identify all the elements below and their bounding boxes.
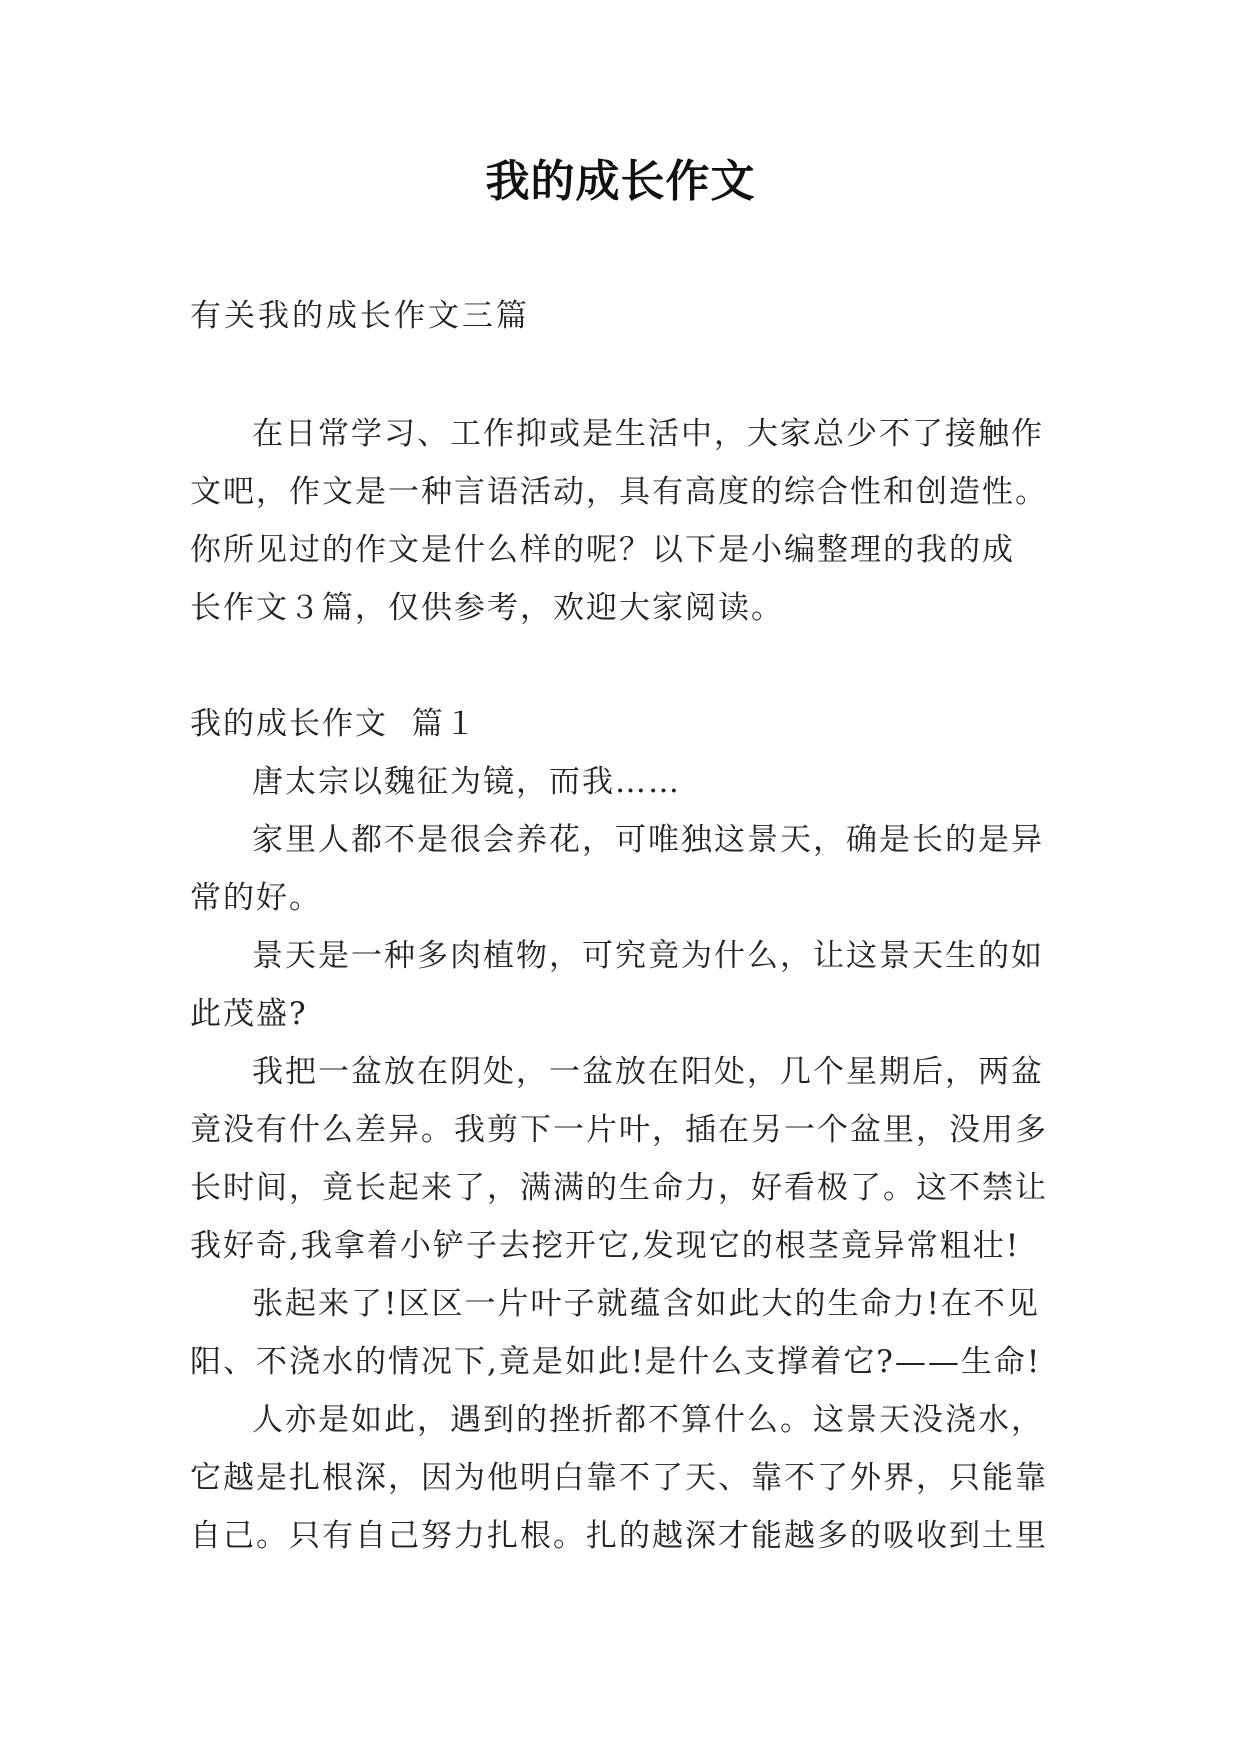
section-line: 它越是扎根深，因为他明白靠不了天、靠不了外界，只能靠 — [190, 1460, 1048, 1496]
section-line: 唐太宗以魏征为镜，而我…… — [252, 764, 681, 800]
document-title: 我的成长作文 — [485, 156, 756, 207]
document-body — [190, 405, 1070, 1565]
section-line: 阳、不浇水的情况下,竟是如此!是什么支撑着它?——生命! — [190, 1344, 1042, 1380]
section-line: 此茂盛? — [190, 996, 308, 1032]
intro-paragraph-line: 在日常学习、工作抑或是生活中，大家总少不了接触作 — [252, 416, 1044, 452]
section-line: 人亦是如此，遇到的挫折都不算什么。这景天没浇水， — [252, 1402, 1044, 1438]
section-line: 常的好。 — [190, 880, 322, 916]
section-line: 家里人都不是很会养花，可唯独这景天，确是长的是异 — [252, 822, 1044, 858]
paragraph-gap — [190, 637, 1070, 695]
section-heading: 我的成长作文 篇１ — [190, 706, 478, 742]
section-line: 长时间，竟长起来了，满满的生命力，好看极了。这不禁让 — [190, 1170, 1048, 1206]
intro-paragraph-line: 你所见过的作文是什么样的呢？以下是小编整理的我的成 — [190, 532, 1015, 568]
section-line: 景天是一种多肉植物，可究竟为什么，让这景天生的如 — [252, 938, 1044, 974]
section-line: 自己。只有自己努力扎根。扎的越深才能越多的吸收到土里 — [190, 1518, 1048, 1554]
section-line: 我好奇,我拿着小铲子去挖开它,发现它的根茎竟异常粗壮! — [190, 1228, 1021, 1264]
intro-paragraph-line: 长作文３篇，仅供参考，欢迎大家阅读。 — [190, 590, 784, 626]
document-subtitle: 有关我的成长作文三篇 — [190, 298, 530, 334]
intro-paragraph-line: 文吧，作文是一种言语活动，具有高度的综合性和创造性。 — [190, 474, 1048, 510]
section-line: 张起来了!区区一片叶子就蕴含如此大的生命力!在不见 — [252, 1286, 1040, 1322]
section-line: 我把一盆放在阴处，一盆放在阳处，几个星期后，两盆 — [252, 1054, 1044, 1090]
section-line: 竟没有什么差异。我剪下一片叶，插在另一个盆里，没用多 — [190, 1112, 1048, 1148]
